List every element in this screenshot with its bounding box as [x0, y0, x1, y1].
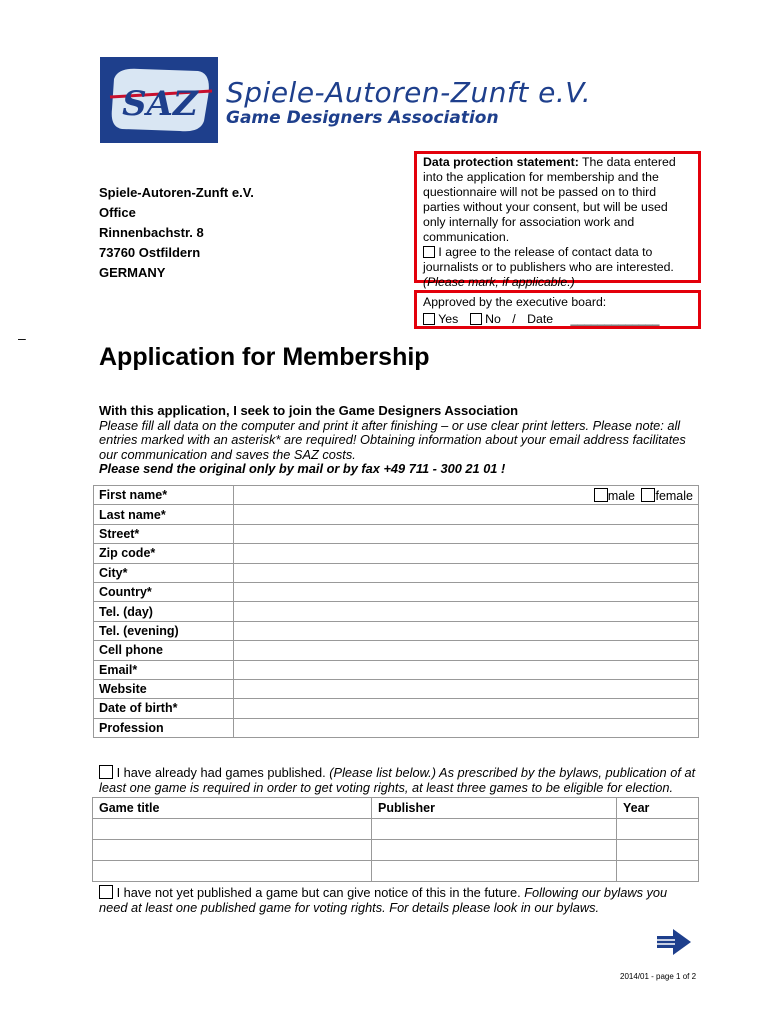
form-field-label: Street* — [94, 524, 234, 543]
page-title: Application for Membership — [99, 343, 430, 371]
address-line: GERMANY — [99, 265, 166, 280]
approval-separator: / — [512, 312, 516, 326]
published-section — [99, 765, 699, 795]
published-text: (Please list below.) As prescribed by the bylaws, publication of at least one game is required in order to get voting rights, at least three games to be eligible for election. — [99, 765, 696, 795]
publisher-cell[interactable] — [372, 819, 617, 840]
female-label: female — [655, 488, 693, 503]
address-line: Spiele-Autoren-Zunft e.V. — [99, 185, 254, 200]
year-cell[interactable] — [617, 840, 699, 861]
form-field-label: Tel. (day) — [94, 602, 234, 621]
form-row — [94, 660, 699, 679]
male-label: male — [607, 488, 635, 503]
consent-note: (Please mark, if applicable.) — [423, 275, 575, 289]
male-checkbox[interactable] — [594, 488, 608, 502]
approval-yes-label: Yes — [438, 312, 459, 326]
form-row — [94, 582, 699, 601]
form-field-label: Zip code* — [94, 544, 234, 563]
logo-text: SAZ — [122, 84, 198, 124]
data-protection-box — [414, 151, 701, 289]
approval-no-label: No — [485, 312, 501, 326]
not-yet-text: Following our bylaws you need at least one published game for voting rights. For details please look in our bylaws. — [99, 885, 668, 915]
year-cell[interactable] — [617, 819, 699, 840]
form-field-input[interactable] — [234, 679, 699, 698]
form-field-label: City* — [94, 563, 234, 582]
data-protection-label: Data protection statement: — [423, 155, 579, 169]
form-field-label: Date of birth* — [94, 699, 234, 718]
form-row — [94, 699, 699, 718]
saz-logo — [100, 57, 218, 143]
approval-no-checkbox[interactable] — [470, 313, 482, 325]
address-line: Rinnenbachstr. 8 — [99, 225, 204, 240]
form-field-label: Website — [94, 679, 234, 698]
games-header-row — [93, 798, 699, 819]
form-row — [94, 679, 699, 698]
org-subtitle: Game Designers Association — [226, 108, 499, 128]
game-title-cell[interactable] — [93, 861, 372, 882]
form-row — [94, 621, 699, 640]
form-field-input[interactable] — [234, 660, 699, 679]
form-row — [94, 718, 699, 737]
margin-mark: – — [18, 330, 26, 346]
intro-send-note: Please send the original only by mail or by fax +49 711 - 300 21 01 ! — [99, 461, 506, 476]
form-field-label: First name* — [94, 486, 234, 505]
intro-text: Please fill all data on the computer and print it after finishing – or use clear print letters. Please note: all entries marked with an asterisk* are required! Obtaining information about your email address facilitates our communication and saves the SAZ costs. — [99, 417, 686, 462]
page-footer: 2014/01 - page 1 of 2 — [620, 972, 697, 981]
form-field-input[interactable] — [234, 718, 699, 737]
game-title-cell[interactable] — [93, 819, 372, 840]
female-checkbox[interactable] — [641, 488, 655, 502]
form-field-label: Tel. (evening) — [94, 621, 234, 640]
form-row — [94, 544, 699, 563]
form-field-input[interactable] — [234, 699, 699, 718]
form-field-input[interactable] — [234, 602, 699, 621]
games-header-year: Year — [617, 798, 699, 819]
form-row — [94, 505, 699, 524]
form-field-label: Profession — [94, 718, 234, 737]
next-page-arrow-icon[interactable] — [655, 928, 693, 961]
office-address — [99, 183, 254, 283]
published-checkbox[interactable] — [99, 765, 113, 779]
form-field-input[interactable] — [234, 582, 699, 601]
not-yet-section — [99, 885, 699, 915]
gender-options — [594, 488, 693, 503]
intro-heading: With this application, I seek to join the Game Designers Association — [99, 403, 519, 418]
form-field-input[interactable] — [234, 621, 699, 640]
games-row — [93, 861, 699, 882]
games-header-publisher: Publisher — [372, 798, 617, 819]
approval-label: Approved by the executive board: — [423, 295, 607, 309]
not-yet-lead: I have not yet published a game but can give notice of this in the future. — [116, 885, 521, 900]
form-field-label: Last name* — [94, 505, 234, 524]
form-row — [94, 641, 699, 660]
form-field-label: Email* — [94, 660, 234, 679]
form-row — [94, 524, 699, 543]
form-field-input[interactable] — [234, 563, 699, 582]
form-row — [94, 602, 699, 621]
form-field-input[interactable] — [234, 524, 699, 543]
approval-date-line[interactable]: _____________ — [570, 312, 660, 326]
personal-data-table — [93, 485, 699, 738]
form-field-input[interactable] — [234, 486, 699, 505]
published-lead: I have already had games published. — [116, 765, 326, 780]
games-table — [92, 797, 699, 882]
intro-section — [99, 404, 699, 477]
address-line: 73760 Ostfildern — [99, 245, 201, 260]
approval-yes-checkbox[interactable] — [423, 313, 435, 325]
consent-checkbox[interactable] — [423, 246, 435, 258]
form-row — [94, 563, 699, 582]
games-row — [93, 840, 699, 861]
publisher-cell[interactable] — [372, 861, 617, 882]
form-field-input[interactable] — [234, 505, 699, 524]
approval-date-label: Date — [527, 312, 554, 326]
org-name: Spiele-Autoren-Zunft e.V. — [226, 76, 592, 109]
form-field-label: Cell phone — [94, 641, 234, 660]
form-field-label: Country* — [94, 582, 234, 601]
data-protection-text: The data entered into the application for membership and the questionnaire will not be passed on to third parties without your consent, but will be used only internally for association work and communication. — [423, 155, 676, 244]
game-title-cell[interactable] — [93, 840, 372, 861]
publisher-cell[interactable] — [372, 840, 617, 861]
year-cell[interactable] — [617, 861, 699, 882]
form-row — [94, 486, 699, 505]
address-line: Office — [99, 205, 136, 220]
form-field-input[interactable] — [234, 641, 699, 660]
games-header-title: Game title — [93, 798, 372, 819]
not-yet-checkbox[interactable] — [99, 885, 113, 899]
form-field-input[interactable] — [234, 544, 699, 563]
consent-text: I agree to the release of contact data to journalists or to publishers who are interested. — [423, 245, 674, 274]
games-row — [93, 819, 699, 840]
approval-box — [414, 290, 701, 329]
